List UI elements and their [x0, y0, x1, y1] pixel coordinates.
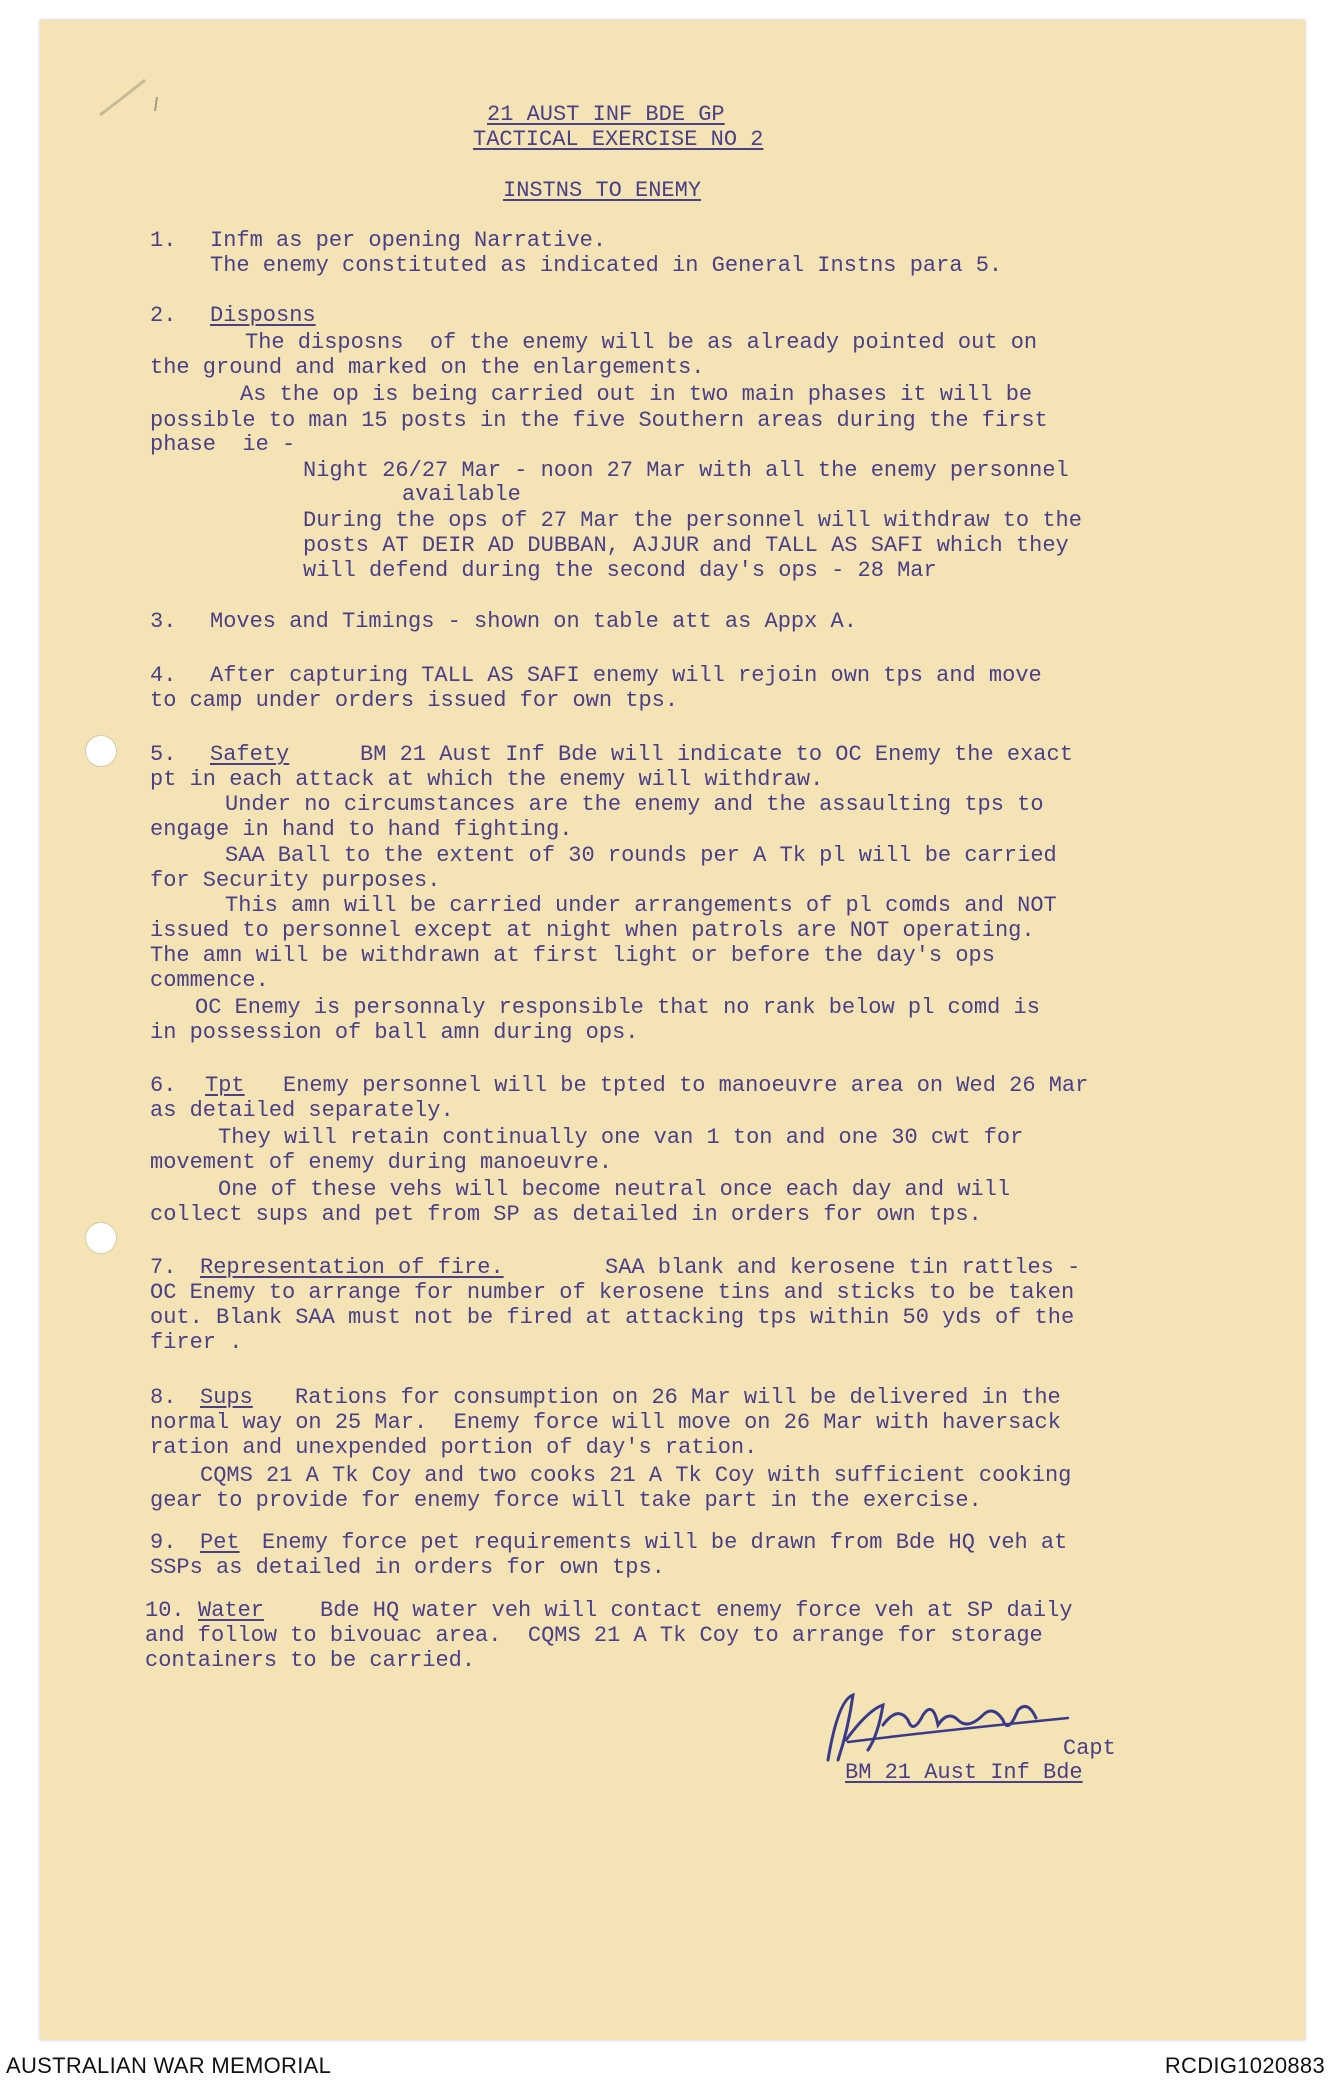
para-8-line-3: ration and unexpended portion of day's ration. [150, 1435, 758, 1460]
para-6-line-4: movement of enemy during manoeuvre. [150, 1150, 613, 1175]
para-7-line-4: firer . [150, 1330, 243, 1355]
para-9-number: 9. [150, 1530, 177, 1555]
para-9-line-2: SSPs as detailed in orders for own tps. [150, 1555, 665, 1580]
para-5-line-11: OC Enemy is personnaly responsible that no rank below pl comd is [195, 995, 1040, 1020]
para-1-line-2: The enemy constituted as indicated in General Instns para 5. [210, 253, 1003, 278]
para-2-line-5: phase ie - [150, 432, 296, 457]
para-5-number: 5. [150, 742, 177, 767]
para-1-number: 1. [150, 228, 177, 253]
punch-hole-top [85, 735, 117, 767]
para-3-number: 3. [150, 609, 177, 634]
para-8-line-4: CQMS 21 A Tk Coy and two cooks 21 A Tk Coy with sufficient cooking [200, 1463, 1072, 1488]
para-9-line-1: Enemy force pet requirements will be drawn from Bde HQ veh at [262, 1530, 1068, 1555]
footer-archive-name: AUSTRALIAN WAR MEMORIAL [6, 2053, 332, 2078]
para-2-line-3: As the op is being carried out in two main phases it will be [240, 382, 1033, 407]
para-6-line-3: They will retain continually one van 1 ton and one 30 cwt for [218, 1125, 1024, 1150]
punch-hole-bottom [85, 1222, 117, 1254]
para-2-line-8: During the ops of 27 Mar the personnel will withdraw to the [303, 508, 1082, 533]
para-7-line-1: SAA blank and kerosene tin rattles - [605, 1255, 1081, 1280]
para-2-line-10: will defend during the second day's ops - 28 Mar [303, 558, 937, 583]
para-5-line-7: This amn will be carried under arrangements of pl comds and NOT [225, 893, 1057, 918]
para-3-line-1: Moves and Timings - shown on table att as Appx A. [210, 609, 857, 634]
para-2-line-2: the ground and marked on the enlargements. [150, 355, 705, 380]
para-10-line-2: and follow to bivouac area. CQMS 21 A Tk Coy to arrange for storage [145, 1623, 1043, 1648]
para-7-heading: Representation of fire. [200, 1255, 504, 1280]
para-4-line-2: to camp under orders issued for own tps. [150, 688, 679, 713]
para-10-number: 10. [145, 1598, 185, 1623]
para-2-heading: Disposns [210, 303, 316, 328]
para-10-line-1: Bde HQ water veh will contact enemy force veh at SP daily [320, 1598, 1073, 1623]
para-5-line-12: in possession of ball amn during ops. [150, 1020, 639, 1045]
para-6-number: 6. [150, 1073, 177, 1098]
para-2-line-7: available [402, 482, 521, 507]
footer-record-id: RCDIG1020883 [1164, 2053, 1325, 2078]
para-6-line-1: Enemy personnel will be tpted to manoeuvre area on Wed 26 Mar [283, 1073, 1089, 1098]
header-unit: 21 AUST INF BDE GP [487, 102, 725, 127]
para-7-line-2: OC Enemy to arrange for number of kerosene tins and sticks to be taken [150, 1280, 1075, 1305]
para-8-heading: Sups [200, 1385, 253, 1410]
para-6-line-6: collect sups and pet from SP as detailed in orders for own tps. [150, 1202, 982, 1227]
para-8-line-2: normal way on 25 Mar. Enemy force will move on 26 Mar with haversack [150, 1410, 1061, 1435]
para-5-line-6: for Security purposes. [150, 868, 441, 893]
para-5-line-1: BM 21 Aust Inf Bde will indicate to OC Enemy the exact [360, 742, 1073, 767]
para-5-line-4: engage in hand to hand fighting. [150, 817, 573, 842]
para-10-heading: Water [198, 1598, 265, 1623]
corner-tear-mark [95, 75, 165, 125]
header-exercise: TACTICAL EXERCISE NO 2 [473, 127, 764, 152]
para-9-heading: Pet [200, 1530, 240, 1555]
para-6-line-5: One of these vehs will become neutral once each day and will [218, 1177, 1011, 1202]
para-7-line-3: out. Blank SAA must not be fired at attacking tps within 50 yds of the [150, 1305, 1075, 1330]
header-subject: INSTNS TO ENEMY [503, 178, 702, 203]
para-4-line-1: After capturing TALL AS SAFI enemy will rejoin own tps and move [210, 663, 1042, 688]
signature-appointment: BM 21 Aust Inf Bde [845, 1760, 1083, 1785]
para-5-line-10: commence. [150, 968, 269, 993]
para-2-line-4: possible to man 15 posts in the five Southern areas during the first [150, 408, 1048, 433]
para-10-line-3: containers to be carried. [145, 1648, 476, 1673]
para-2-line-9: posts AT DEIR AD DUBBAN, AJJUR and TALL AS SAFI which they [303, 533, 1069, 558]
signature-rank: Capt [1063, 1736, 1116, 1761]
para-5-line-2: pt in each attack at which the enemy will withdraw. [150, 767, 824, 792]
para-6-heading: Tpt [205, 1073, 245, 1098]
para-8-number: 8. [150, 1385, 177, 1410]
para-7-number: 7. [150, 1255, 177, 1280]
para-2-number: 2. [150, 303, 177, 328]
para-5-line-8: issued to personnel except at night when patrols are NOT operating. [150, 918, 1035, 943]
para-8-line-1: Rations for consumption on 26 Mar will be delivered in the [295, 1385, 1061, 1410]
para-4-number: 4. [150, 663, 177, 688]
para-5-line-9: The amn will be withdrawn at first light or before the day's ops [150, 943, 995, 968]
para-2-line-6: Night 26/27 Mar - noon 27 Mar with all the enemy personnel [303, 458, 1069, 483]
para-2-line-1: The disposns of the enemy will be as already pointed out on [245, 330, 1038, 355]
para-6-line-2: as detailed separately. [150, 1098, 454, 1123]
para-8-line-5: gear to provide for enemy force will take part in the exercise. [150, 1488, 982, 1513]
para-5-line-3: Under no circumstances are the enemy and the assaulting tps to [225, 792, 1044, 817]
para-5-line-5: SAA Ball to the extent of 30 rounds per A Tk pl will be carried [225, 843, 1057, 868]
para-5-heading: Safety [210, 742, 290, 767]
para-1-line-1: Infm as per opening Narrative. [210, 228, 607, 253]
